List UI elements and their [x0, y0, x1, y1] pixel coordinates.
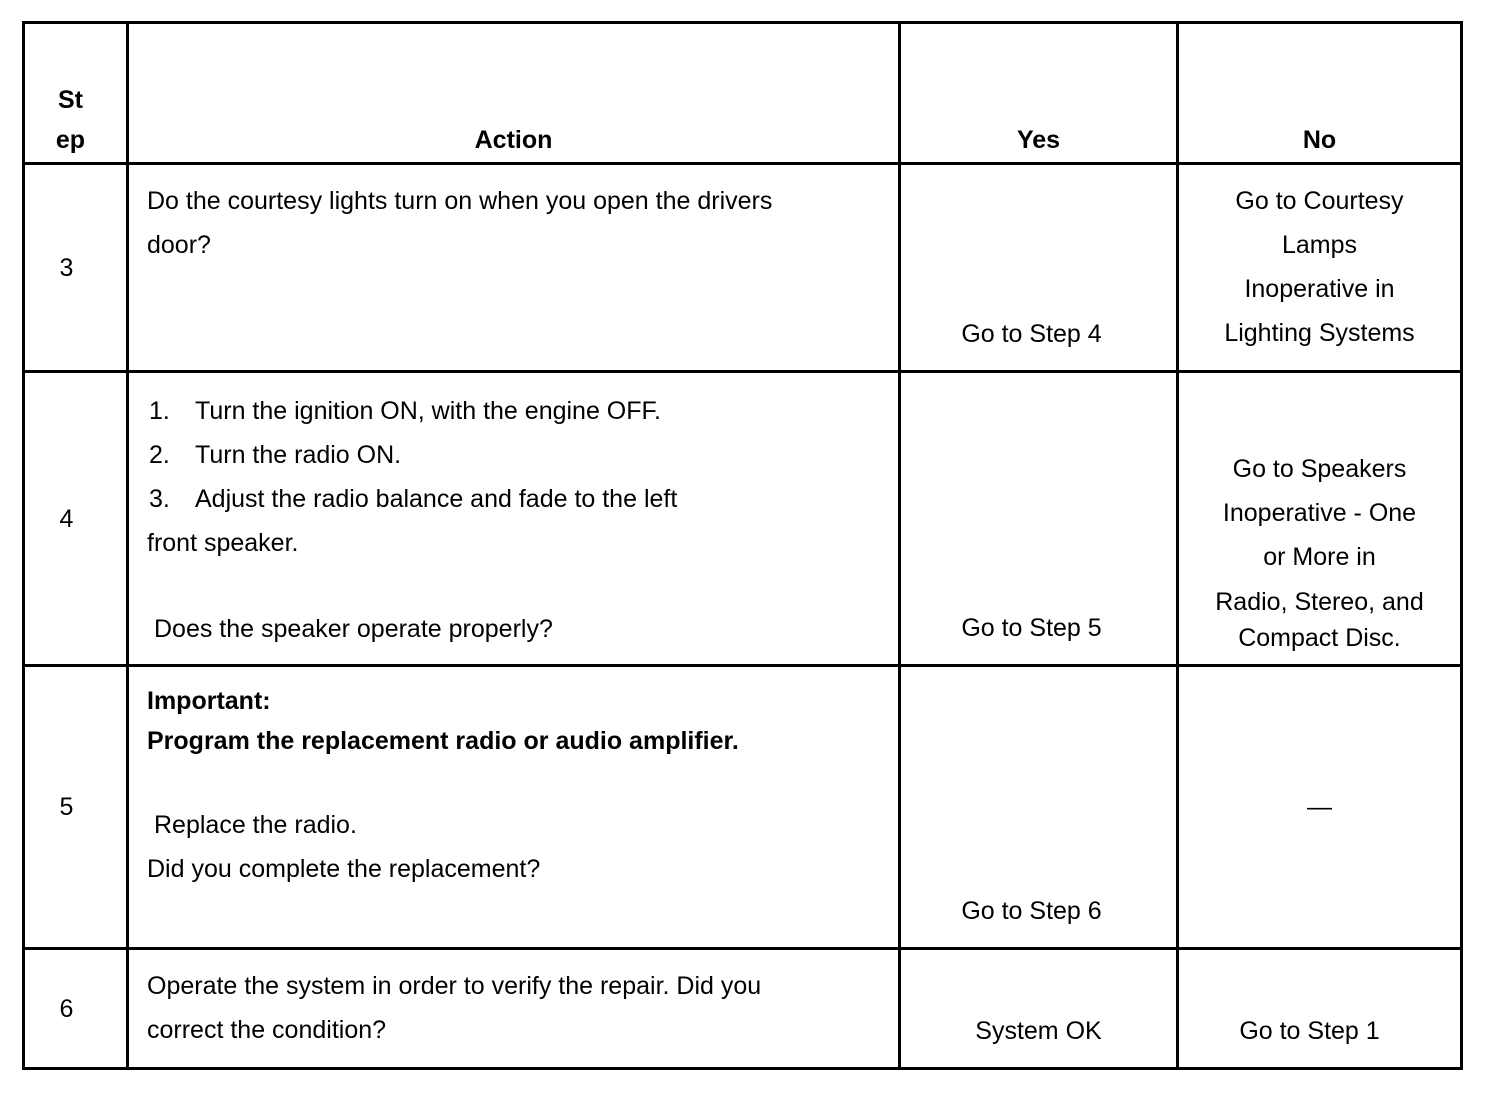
list-item [147, 389, 882, 433]
list-item-text: Adjust the radio balance and fade to the left [195, 485, 678, 513]
header-step-line1: St [58, 86, 83, 114]
yes-cell [900, 666, 1178, 949]
action-cell [128, 666, 900, 949]
action-cell [128, 372, 900, 666]
no-cell [1178, 164, 1462, 372]
no-line: Compact Disc. [1238, 624, 1401, 652]
header-yes [900, 23, 1178, 164]
no-cell [1178, 372, 1462, 666]
no-line: Radio, Stereo, and [1215, 588, 1424, 616]
list-item-number: 2. [149, 441, 170, 469]
yes-cell [900, 164, 1178, 372]
action-line: correct the condition? [147, 1016, 387, 1044]
action-question: Does the speaker operate properly? [154, 615, 553, 643]
header-action-label: Action [474, 126, 553, 154]
table-row [24, 164, 1462, 372]
step-number: 4 [59, 504, 74, 533]
no-dash: — [1307, 793, 1332, 821]
important-text: Program the replacement radio or audio amplifier. [147, 727, 739, 755]
header-yes-label: Yes [1016, 126, 1061, 154]
list-item-number: 3. [149, 485, 170, 513]
table-row [24, 666, 1462, 949]
list-item-number: 1. [149, 397, 170, 425]
action-line: Operate the system in order to verify the repair. Did you [147, 972, 762, 1000]
action-cell [128, 164, 900, 372]
step-number: 3 [59, 253, 74, 282]
no-line: Go to Speakers [1232, 455, 1407, 483]
no-link-text: Go to Step 1 [1239, 1017, 1380, 1045]
step-number: 6 [59, 994, 74, 1023]
step-cell [24, 372, 128, 666]
no-line: Inoperative - One [1222, 499, 1417, 527]
no-line: or More in [1263, 543, 1376, 571]
action-line: Did you complete the replacement? [147, 855, 541, 883]
action-line: door? [147, 231, 211, 259]
no-line: Lighting Systems [1224, 319, 1415, 347]
header-action [128, 23, 900, 164]
action-line: Do the courtesy lights turn on when you open the drivers [147, 187, 773, 215]
action-line: Replace the radio. [154, 811, 357, 839]
no-line: Go to Courtesy [1235, 187, 1404, 215]
header-no [1178, 23, 1462, 164]
list-item [147, 477, 882, 521]
header-no-label: No [1302, 126, 1337, 154]
list-item-text: Turn the radio ON. [195, 441, 402, 469]
table-header-row [24, 23, 1462, 164]
list-item-text: Turn the ignition ON, with the engine OFF. [195, 397, 661, 425]
step-cell [24, 164, 128, 372]
yes-link-text: System OK [975, 1017, 1102, 1045]
diagnostic-table [22, 21, 1463, 1070]
important-label: Important: [147, 687, 271, 715]
no-cell [1178, 666, 1462, 949]
no-line: Lamps [1281, 231, 1358, 259]
list-item [147, 433, 882, 477]
yes-link-text: Go to Step 6 [961, 897, 1102, 925]
header-step [24, 23, 128, 164]
table-row [24, 949, 1462, 1069]
action-cell [128, 949, 900, 1069]
header-step-line2: ep [55, 126, 86, 154]
yes-link-text: Go to Step 4 [961, 320, 1102, 348]
step-cell [24, 949, 128, 1069]
yes-link-text: Go to Step 5 [961, 614, 1102, 642]
yes-cell [900, 372, 1178, 666]
table-row [24, 372, 1462, 666]
no-line: Inoperative in [1244, 275, 1395, 303]
yes-cell [900, 949, 1178, 1069]
no-cell [1178, 949, 1462, 1069]
step-number: 5 [59, 793, 74, 821]
step-cell [24, 666, 128, 949]
list-continuation: front speaker. [147, 529, 299, 557]
